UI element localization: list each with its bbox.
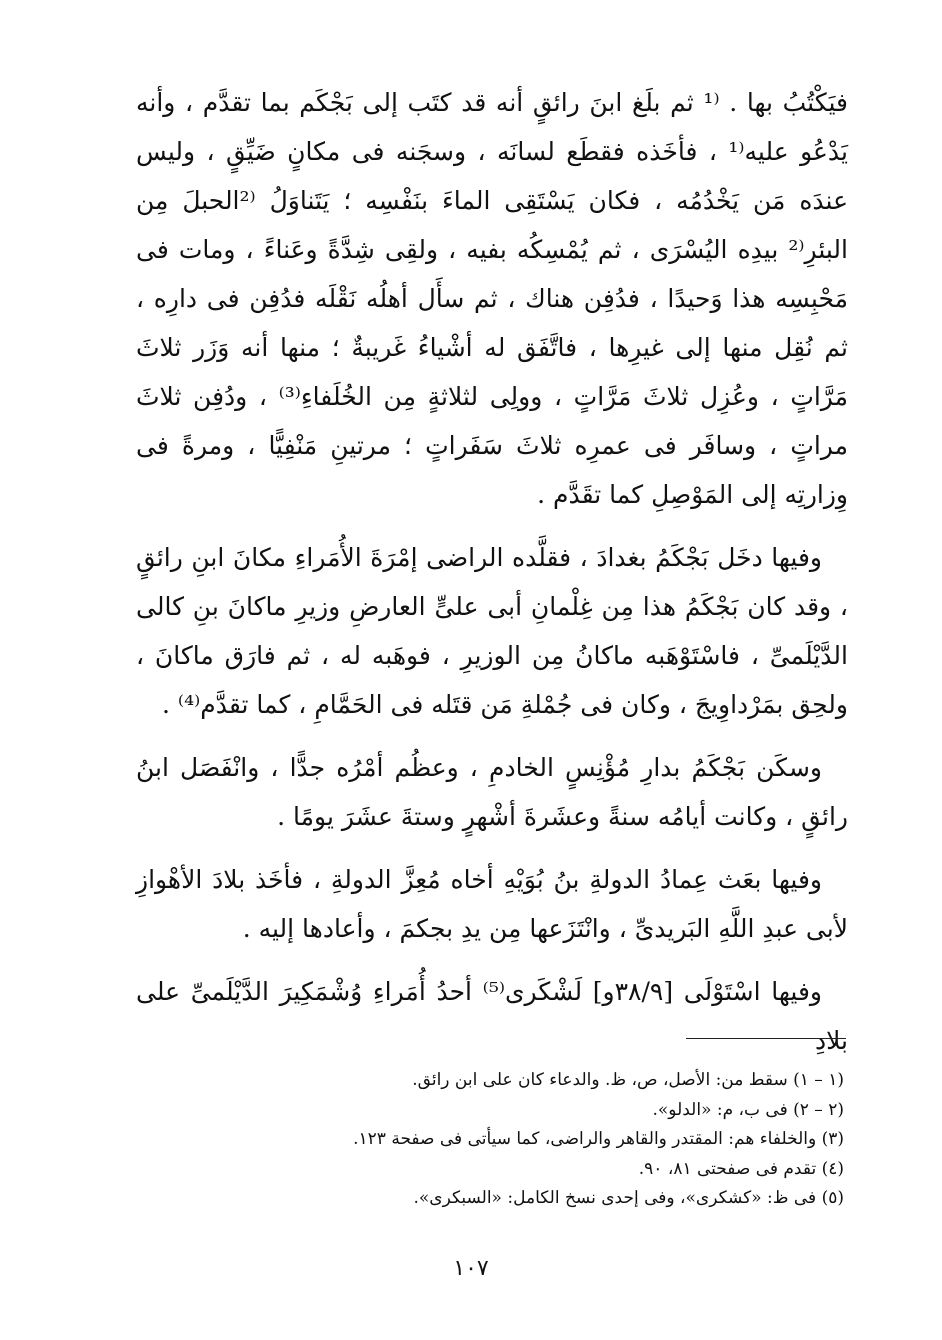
main-text bbox=[136, 78, 848, 1079]
page-number: ١٠٧ bbox=[453, 1256, 489, 1281]
paragraph-3: وسكَن بَجْكَمُ بدارِ مُؤْنِسٍ الخادمِ ، وعظُم أمْرُه جدًّا ، وانْفَصَل ابنُ رائقٍ ، وكانت أيامُه سنةً وعشَرةَ أشْهرٍ وستةَ عشَرَ يومًا . bbox=[136, 753, 848, 831]
footnote-4: (٤) تقدم فى صفحتى ٨١، ٩٠. bbox=[638, 1158, 844, 1179]
paragraph-4: وفيها بعَث عِمادُ الدولةِ بنُ بُوَيْهِ أخاه مُعِزَّ الدولةِ ، فأخَذ بلادَ الأهْوازِ لأبى عبدِ اللَّهِ البَريدىِّ ، وانْتَزَعها مِن يدِ بجكمَ ، وأعادها إليه . bbox=[136, 865, 848, 943]
paragraph-5: وفيها اسْتَوْلَى [٩/‏٣٨و] لَشْكَرى⁽⁵⁾ أحدُ أُمَراءِ وُشْمَكِيرَ الدَّيْلَمىِّ على بلادِ bbox=[136, 977, 848, 1055]
footnotes bbox=[300, 1066, 844, 1214]
paragraph-1: فيَكْتُبُ بها . ⁽¹ ثم بلَغ ابنَ رائقٍ أنه قد كتَب إلى بَجْكَم بما تقدَّم ، وأنه يَدْعُو عليه⁽¹ ، فأخَذه فقطَع لسانَه ، وسجَنه فى مكانٍ ضَيِّقٍ ، وليس عندَه مَن يَخْدُمُه ، فكان يَسْتَقِى الماءَ بنَفْسِه ؛ يَتَناوَلُ ⁽²الحبلَ مِن البئرِ⁽² بيدِه اليُسْرَى ، ثم يُمْسِكُه بفيه ، ولقِى شِدَّةً وعَناءً ، ومات فى مَحْبِسِه هذا وَحيدًا ، فدُفِن هناك ، ثم سأَل أهلُه نَقْلَه فدُفِن فى دارِه ، ثم نُقِل منها إلى غيرِها ، فاتَّفَق له أشْياءُ غَريبةٌ ؛ منها أنه وَزَر ثلاثَ مَرَّاتٍ ، وعُزِل ثلاثَ مَرَّاتٍ ، وولِى لثلاثةٍ مِن الخُلَفاءِ⁽³⁾ ، ودُفِن ثلاثَ مراتٍ ، وسافَر فى عمرِه ثلاثَ سَفَراتٍ ؛ مرتينِ مَنْفِيًّا ، ومرةً فى وِزارتِه إلى المَوْصِلِ كما تقَدَّم . bbox=[136, 88, 849, 509]
footnote-2: (٢ – ٢) فى ب، م: «الدلو». bbox=[652, 1099, 844, 1120]
paragraph-2: وفيها دخَل بَجْكَمُ بغدادَ ، فقلَّده الراضى إمْرَةَ الأُمَراءِ مكانَ ابنِ رائقٍ ، وقد كان بَجْكَمُ هذا مِن غِلْمانِ أبى علىٍّ العارضِ وزيرِ ماكانَ بنِ كالى الدَّيْلَمىِّ ، فاسْتَوْهَبه ماكانُ مِن الوزيرِ ، فوهَبه له ، ثم فارَق ماكانَ ، ولحِق بمَرْداوِيجَ ، وكان فى جُمْلةِ مَن قتَله فى الحَمَّامِ ، كما تقدَّم⁽⁴⁾ . bbox=[136, 543, 848, 719]
footnote-1: (١ – ١) سقط من: الأصل، ص، ظ. والدعاء كان على ابن رائق. bbox=[412, 1070, 844, 1090]
footnote-5: (٥) فى ظ: «كشكرى»، وفى إحدى نسخ الكامل: «السبكرى». bbox=[413, 1188, 844, 1208]
footnote-3: (٣) والخلفاء هم: المقتدر والقاهر والراضى، كما سيأتى فى صفحة ١٢٣. bbox=[353, 1129, 844, 1149]
footnote-separator bbox=[686, 1038, 846, 1039]
